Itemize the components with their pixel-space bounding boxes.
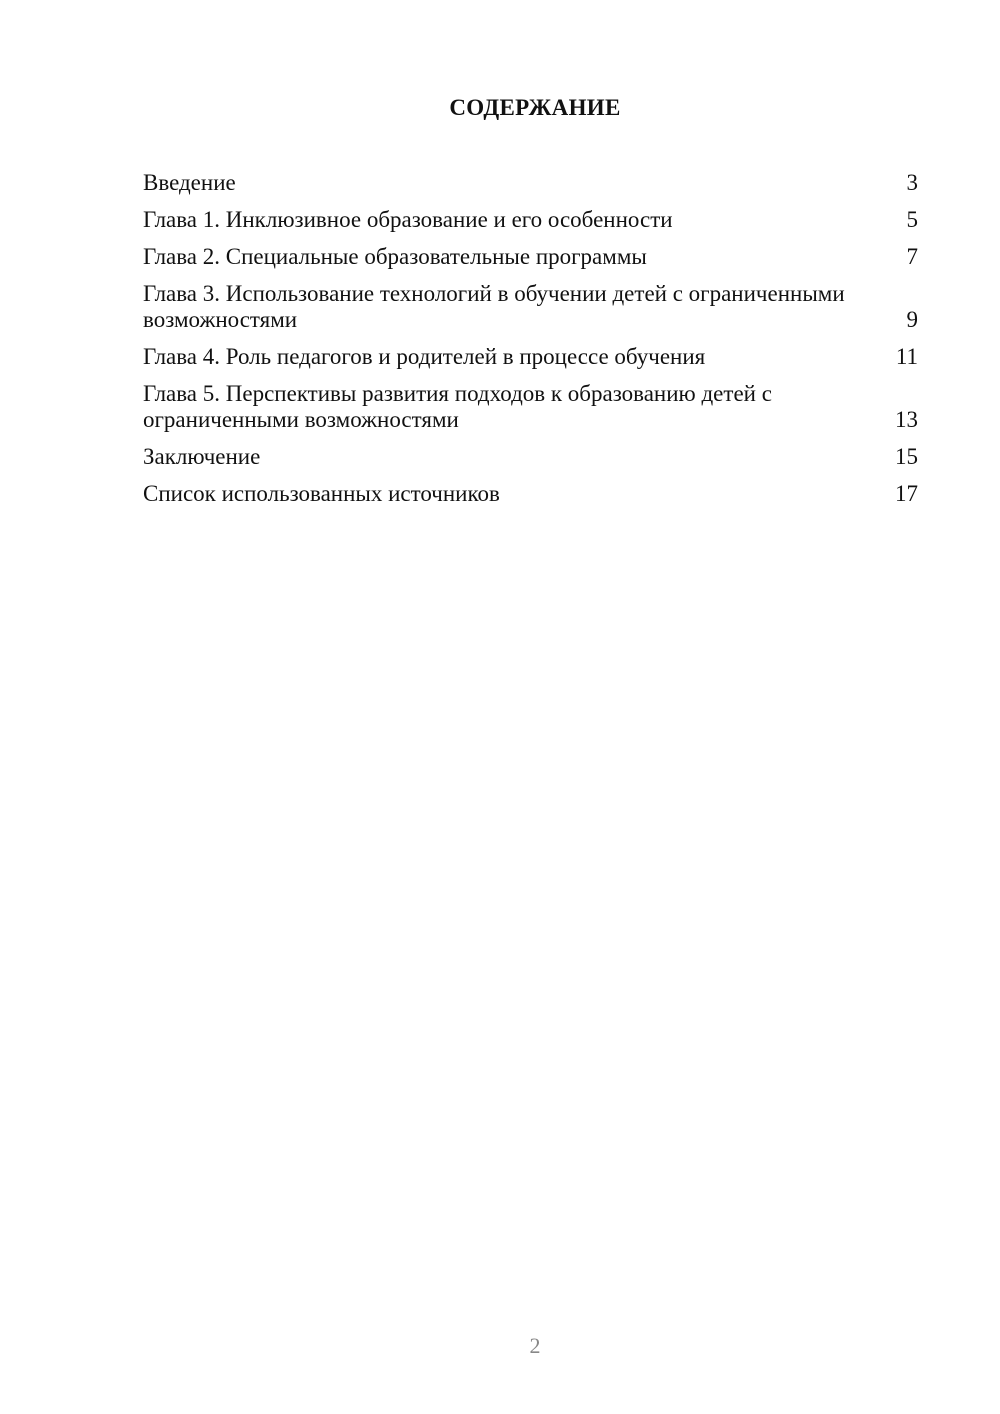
- page-number: 2: [529, 1333, 541, 1358]
- toc-entry-label: Введение: [143, 170, 236, 195]
- toc-entry-page: 3: [906, 170, 918, 195]
- toc-entry-page: 17: [895, 481, 918, 506]
- toc-entry[interactable]: [143, 381, 918, 433]
- toc-entry[interactable]: [143, 281, 918, 333]
- toc-entry-page: 9: [906, 307, 918, 332]
- toc-entry-page: 15: [895, 444, 918, 469]
- toc-entry-label: Глава 4. Роль педагогов и родителей в процессе обучения: [143, 344, 706, 369]
- table-of-contents: [143, 170, 918, 518]
- toc-entry-page: 13: [895, 407, 918, 432]
- toc-entry-label: Глава 1. Инклюзивное образование и его особенности: [143, 207, 673, 232]
- page-title: СОДЕРЖАНИЕ: [449, 95, 621, 120]
- toc-entry[interactable]: [143, 344, 918, 370]
- toc-entry[interactable]: [143, 444, 918, 470]
- toc-entry[interactable]: [143, 481, 918, 507]
- toc-entry[interactable]: [143, 207, 918, 233]
- toc-entry[interactable]: [143, 244, 918, 270]
- toc-entry[interactable]: [143, 170, 918, 196]
- toc-entry-page: 5: [906, 207, 918, 232]
- toc-entry-label: Список использованных источников: [143, 481, 500, 506]
- toc-entry-page: 11: [895, 344, 918, 369]
- toc-entry-label: Глава 3. Использование технологий в обучении детей с ограниченными возможностями: [143, 281, 845, 332]
- toc-entry-label: Глава 2. Специальные образовательные программы: [143, 244, 647, 269]
- toc-entry-page: 7: [906, 244, 918, 269]
- toc-entry-label: Глава 5. Перспективы развития подходов к образованию детей с ограниченными возможностями: [143, 381, 772, 432]
- toc-entry-label: Заключение: [143, 444, 261, 469]
